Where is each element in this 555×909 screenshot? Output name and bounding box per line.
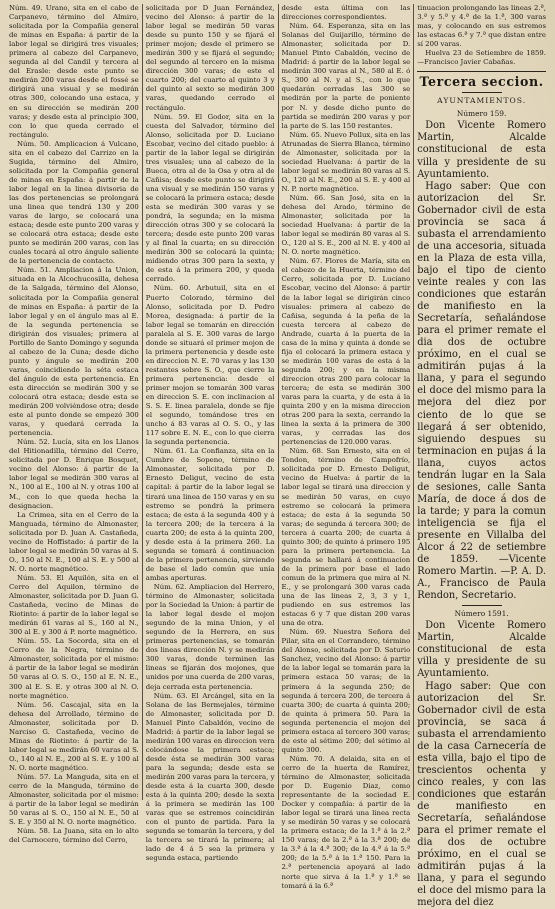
mine-entry: Núm. 57. La Manguda, sita en el cerro de la Manguda, término de Almonaster, solicitada por el mismo: á partir de la labor legal se medirán 50 varas al S. O., 150 al N. E., 50 al S. E. y 350 al N. O. norte magnético. — [9, 772, 139, 827]
mine-entry: Núm. 65. Nuevo Pollux, sita en las Atrunadas de Sierra Blanca, término de Almonaster, solicitada por la sociedad Huelvana: á partir de la labor legal se medirán 80 varas al S. O., 120 al N. E., 200 al S. E. y 400 al N. P. norte magnético. — [281, 130, 411, 193]
mine-entry: Núm. 67. Flores de María, sita en el cabezo de la Huerta, término del Cerro, solicitada por D. Luciano Escobar, vecino del Alonso: á partir de la labor legal se dirigirán cinco visuales: primera al cabezo de Cañisa, segunda á la peña de la cuesta tercera al cabezo de Andrade, cuarta á la puerta de la casa de la mina y quinta á donde se fija el colocará la primera estaca y se medirán 100 varas de esta á la segunda 200; y en la misma direccion otras 200 para colocar la tercera; de esta se medirán 300 varas para la cuarta, y de esta á la quinta 200 y en la misma direccion otras 200 para la sexta, cerrando la linea la sexta á la primera de 300 varas, y cerradas las dos pertenencias de 120.000 varas. — [281, 257, 411, 447]
mine-entry: Núm. 63. El Arcángel, sita en la Solana de las Bermejales, término de Almonaster, solicitada por D. Manuel Pinto Cabaldón, vecino de Madrid: á partir de la labor legal se medirán 100 varas en direccion vera colocándose la primera estaca; desde ésta se medirán 300 varas para la segunda; desde esta se medirán 200 varas para la tercera, y desde esta á la cuarta 300, desde esta á la quinta 200; desde la sexta á la primera se medirán las 100 varas que se estremos coincidirán con el punto de partida. Para la segunda se tomarán la tercera, y del la tercera se tirará la primera; al lado de 4 á 5 sea la primera y segunda estaca, partiendo — [145, 691, 275, 863]
mine-entry: desde esta última con las direcciones correspondientes. — [281, 4, 411, 22]
notice-divider — [462, 605, 502, 606]
mine-entry-continuation: tinuacion prolongando las lineas 2.ª, 3.ª y 5.ª y 4.ª de la 1.ª, 300 varas mas, y colocando en sus estremos las estacas 6.ª y 7.ª que distan entre sí 200 varas. — [417, 4, 546, 49]
mine-entry: Núm. 56. Cascajal, sita en la dehesa del Arrollado, término de Almonaster, solicitada por D. Narciso G. Castañeda, vecino de Minas de Riotinto: á partir de la labor legal se medirán 60 varas al S. O., 140 al N. E., 200 al S. E. y 100 al N. O. norte magnético. — [9, 700, 139, 772]
column-1 — [6, 4, 142, 845]
mine-entry: Núm. 66. San José, sita en la dehesa del Arado, término de Almonaster, solicitada por la sociedad Huelvana: á partir de la labor legal se medirán 80 varas al S. O., 120 al S. E., 200 al N. E. y 400 al N. O. norte magnético. — [281, 193, 411, 257]
mine-entry: Núm. 60. Arbutuil, sita en el Puerto Colorado, término del Alonso, solicitada por D. Pedro Morea, designada: á partir de la labor legal se tomarán en dirección paralela al S. E. 300 varas de largo donde se situará el primer mojon de la primera pertenencia y desde este en direccion N. E. 70 varas y las 130 restantes sobre S. O., que cierre la primera pertenencia: desde el primer mojon se tomarán 300 varas en direccion S. E. con inclinacion al S. S. E. linea paralela, donde se fije el segundo, tomándose tres en uncho á 83 varas al O. S. O., y las 117 sobre E. N. E., con lo que cierra la segunda pertenencia. — [145, 284, 275, 447]
mine-entry: Núm. 62. Ampliacion del Herrero, término de Almonaster, solicitada por la Sociedad la Union: á partir de la labor legal desde el mojon segundo de la mina Union, y el segundo de la Herrera, en sus primeras pertenencias, se tomarán dos lineas dirección N. y se medirán 300 varas, donde terminen las lineas se fijarán dos mojones, que unidos por una cuerda de 200 varas, deja cerrada esta pertenencia. — [145, 583, 275, 691]
notice-paragraph: Don Vicente Romero Martin, Alcalde constitucional de esta villa y presidente de su Ayuntamiento. — [417, 620, 546, 680]
title-divider — [462, 92, 502, 93]
mine-entry: Núm. 52. Lucía, sita en los Llanos del Hitionadilla, término del Cerro, solicitada por D. Enrique Bosquet, vecino del Alonso: á partir de la labor legal se medirán 300 varas al N., 100 al E., 100 al N. y otras 100 al M., con lo que queda hecha la designacion. — [9, 438, 139, 510]
column-2 — [142, 4, 278, 863]
mine-entry: Núm. 70. A delaida, sita en el cerro de la huerta de Ramírez, término de Almonaster, solicitada por D. Eugenio Diaz, como representante de la sociedad E. Docker y compañía: á partir de la labor legal se tirará una linea recta y se medirán 50 varas y se colocará la primera estaca; de la 1.ª á la 2.ª 150 varas; de la 2.ª á la 3.ª 200; de la 3.ª á la 4.ª 300; de la 4.ª á la 5.ª 200; de la 5.ª á la 1.ª 150. Para la 2.ª pertenencia apoyará al lado norte que sirva á la 1.ª y 1.ª se tomará á la 6.ª — [281, 754, 411, 890]
notice-number: Número 159. — [456, 109, 507, 119]
section-subtitle: AYUNTAMIENTOS. — [437, 96, 527, 106]
mine-entry: Núm. 49. Urano, sita en el cabo de Carpanevo, término del Almiro, solicitada por la Compañia general de minas en España: á partir de la labor legal se dirigirá tres visuales; primera al cabezo del Carpanevo, segunda al del Candil y tercera al del Erasle: desde este punto se medirán 200 varas desde el fossé se dirigirá una visual y se medirán otras 300, colocando una estaca, y en su dirección se medirán 200 varas; y desde esta al principio 300, con lo que queda cerrado el rectángulo. — [9, 4, 139, 139]
mine-entry: Núm. 68. San Ernesto, sita en el Tondon, término de Campofrío, solicitada por D. Ernesto Deligut, vecino de Huelva: á partir de la labor legal se tirará una direccion y se medirán 50 varas, en cuyo estremo se colocará la primera estaca; de esta á la segunda 50 varas; de segunda á tercera 300; de tercera á cuarta 200; de cuarta á quinto 300; de quinto á primero 195 para la primera pertenencia. La segunda se hallará á continuacion de la primera por base el lado comun de la primera que mira al N. E., y se prolongará 300 varas cada una de las lineas 2, 3, 3 y 1, pudiendo en sus estremos las estacas 6 y 7 que distan 200 varas una de otra. — [281, 447, 411, 628]
column-3 — [278, 4, 414, 890]
column-4 — [413, 4, 549, 909]
section-rule — [417, 71, 546, 72]
columns — [6, 4, 549, 909]
mine-entry: Núm. 58. La Juana, sita en lo alto del Carnocero, término del Cerro, — [9, 827, 139, 845]
date-signature-line: Huelva 23 de Setiembre de 1859. —Francisco Javier Cabañas. — [417, 49, 546, 67]
mine-entry: Núm. 53. El Aquilón, sita en el Cerro del Aquilon, término de Almonaster, solicitada por D. Juan G. Castañeda, vecino de Minas de Riotinto: á partir de la labor legal se medirán 61 varas al S., 160 al N., 300 al E. y 300 á P. norte magnético. — [9, 573, 139, 637]
mine-entry: Núm. 69. Nuestra Señora del Pilar, sita en el Corrandero, término del Alonso, solicitada por D. Saturio Sanchez, vecino del Alonso: á partir de la labor legal se tomarán para la primera estaca 50 varas; de la primera á la segunda 250; de segunda á tercera 200, de tercera á cuarta 300; de cuarta á quinta 200; de quinta á primera 50. Para la segunda pertenencia el mojon del primera estaca al tercero 300 varas; de este al sétimo 200; del sétimo al quinto 300. — [281, 628, 411, 754]
notice-number: Número 1591. — [454, 609, 509, 619]
mine-entry: solicitada por D Juan Fernández, vecino del Alonso: á partir de la labor legal se medirán 50 varas desde su punto 150 y se fijará el primer mojon; desde el primero se medirán 300 y se fijará el segundo; del segundo al tercero en la misma dirección 300 varas; de este el cuarto 200; del cuarto al quinto 3 y del quinto al sexto se medirán 300 varas, quedando cerrado el rectángulo. — [145, 4, 275, 112]
mine-entry: Núm. 50. Amplicacion á Vulcano, sita en el cabezo del Carrizo en la Sugida, término del Almiro, solicitada por la Compañia general de minas en España: á partir de la labor legal en la linea divisoria de las dos pertenencias se prolongará una linea que tendrá 130 y 200 varas de largo, se colocará una estaca; desde este punto 200 varas y se colocará otra estaca; desde este punto se medirán 200 varas, con las cuales tocará al otro ángulo saliente de la pertenencia de contacto. — [9, 139, 139, 266]
notice-body — [417, 120, 546, 602]
mine-entry: Núm. 61. La Confianza, sita en la Cumbre de Sopeno, término de Almonaster, solicitada por D. Ernesto Deligut, vecino de esta capital: á partir de la labor legal se tirará una linea de 150 varas y en su estremo se pondrá la primera estaca; de esta á la segunda 400 y á la tercera 200; de la tercera á la cuarta 200; de esta á la quinta 200, y desde esta á la primera 260. La segunda se tomará á continuacion de la primera pertenencia, sirviendo de base el lado común que unía ambas aperturas. — [145, 447, 275, 582]
mine-entry: Núm. 64. Esperanza, sita en las Solanas del Guijarillo, término de Almonaster, solicitada por D. Manuel Pinto Cabaldón, vecino de Madrid: á partir de la labor legal se medirán 300 varas al N., 580 al E. ó S., 300 al N. y al S., con lo que quedarán cerradas las 300 se medirán por la parte de poniente por N. y desde dicho punto de partida se medirán 200 varas y por la parte de S. las 150 restantes. — [281, 22, 411, 130]
notice-paragraph: Don Vicente Romero Martin, Alcalde constitucional de esta villa y presidente de su Ayuntamiento. — [417, 120, 546, 180]
section-title: Tercera seccion. — [419, 74, 544, 90]
notice-paragraph: Hago saber: Que con autorizacion del Sr. Gobernador civil de esta provincia, se saca á subasta el arrendamiento de la casa Carnecería de esta villa, bajo el tipo de trescientos ochenta y cinco reales, y con las condiciones que estarán de manifiesto en Secretaría, señalándose para el primer remate el dia dos de octubre próximo, en el cual se admitirán pujas á la llana, y para el segundo el doce del mismo para la mejora del diez — [417, 680, 546, 909]
notice-paragraph: Hago saber: Que con autorizacion del Sr. Gobernador civil de esta provincia se saca á subasta el arrendamiento de una accesoria, situada en la Plaza de esta villa, bajo el tipo de ciento veinte reales y con las condiciones que estarán de manifiesto en la Secretaría, señalándose para el primer remate el dia dos de octubre próximo, en el cual se admitirán pujas á la llana, y para el segundo el doce del mismo para la mejora del diez por ciento de lo que se llegará á ser obtenido, siguiendo despues su terminacion en pujas á la llana, cuyos actos tendrán lugar en la Sala de sesiones, calle Santa María, de doce á dos de la tarde; y para la comun inteligencia se fija el presente en Villalba del Alcor á 22 de setiembre de 1859. —Vicente Romero Martin. —P. A. D. A., Francisco de Paula Rendon, Secretario. — [417, 180, 546, 602]
mine-entry: La Crimea, sita en el Cerro de la Manguada, término de Almonaster, solicitada por D. Juan A. Castañeda, vecino de Hoffistado: á partir de la labor legal se medirán 50 varas al S. O., 150 al N. E., 100 al S. E. y 500 al N. O. norte magnético. — [9, 510, 139, 573]
mine-entry: Núm. 55. La Socorda, sita en el Cerro de la Negra, término de Almonaster, solicitada por el mismo: á partir de la labor legal se medirán 50 varas al O. S. O., 150 al E. N. E., 300 al E. S. E. y otras 300 al N. O. norte magnético. — [9, 637, 139, 700]
mine-entry: Núm. 51. Ampliacion á la Union, situada en la Alcochucosilla, dehesa de la Salgada, término del Alonso, solicitada por la Compañia general de minas en España: á partir de la labor legal y en el ángulo mas al E. de la segunda pertenencia se dirigirán dos visuales; primera al Portillo de Santo Domingo y segunda al cabezo de la Cuna; desde dicho punto y ángulo se medirán 200 varas, coincidiendo la séta estaca del ángulo de esta pertenencia. En esta dirección se medirán 300 y se colocará otra estaca; desde esta se medirán 200 volviéndose otra; desde este al punto donde se empezó 300 varas, y quedará cerrada la pertenencia. — [9, 266, 139, 438]
mine-entry: Núm. 59. El Godor, sita en la cuesta del Salvador, término del Alonso, solicitada por D. Luciano Escobar, vecino del citado pueblo: á partir de la labor legal se dirigirán tres visuales; una al cabezo de la Bueca, otra al de la Osa y otra al de Cañisa; desde este punto se dirigirá una visual y se medirán 150 varas y se colocará la primera estaca; desde esta se medirán 300 varas y se pondrá, la segunda; en la misma dirección otras 300 y se colocará la tercera; desde este punto 200 varas y al final la cuarta; en su dirección medirán 300 se colocará la quinta; midiendo otras 300 para la sexta, y de esta á la primera 200, y queda cerrado. — [145, 112, 275, 284]
notice-body — [417, 620, 546, 909]
